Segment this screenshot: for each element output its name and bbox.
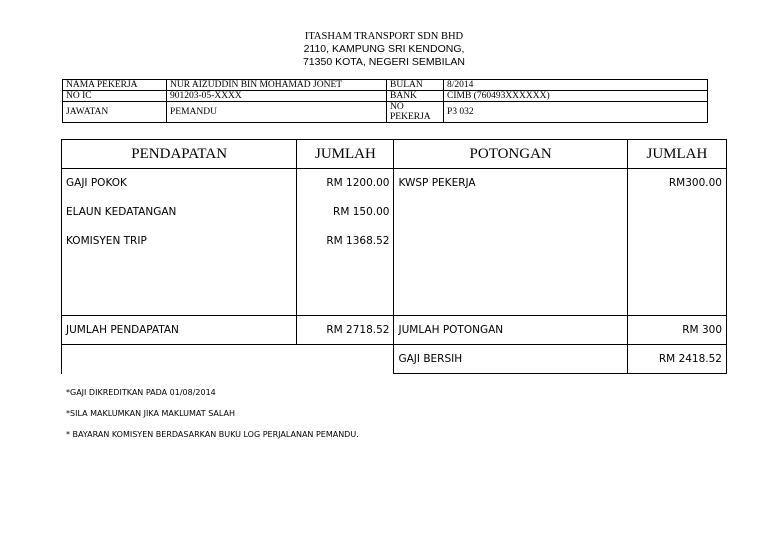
deduction-item-amount: RM300.00	[668, 177, 722, 189]
total-income-label: JUMLAH PENDAPATAN	[62, 316, 297, 345]
month-value: 8/2014	[444, 80, 708, 91]
total-income-value: RM 2718.52	[297, 316, 394, 345]
total-deduction-label: JUMLAH POTONGAN	[394, 316, 627, 345]
income-amount-header: JUMLAH	[297, 140, 394, 169]
note-line: * BAYARAN KOMISYEN BERDASARKAN BUKU LOG PERJALANAN PEMANDU.	[66, 430, 359, 439]
position-value: PEMANDU	[167, 102, 387, 123]
month-label: BULAN	[387, 80, 444, 91]
bank-value: CIMB (760493XXXXXX)	[444, 91, 708, 102]
salary-items-row	[62, 169, 727, 316]
name-value: NUR AIZUDDIN BIN MOHAMAD JONET	[167, 80, 387, 91]
salary-header-row	[62, 140, 727, 169]
total-deduction-value: RM 300	[627, 316, 726, 345]
income-item-amount: RM 150.00	[333, 206, 390, 218]
income-amounts-cell	[297, 169, 394, 316]
staff-no-label-line2: PEKERJA	[390, 112, 431, 122]
income-labels-cell	[62, 169, 297, 316]
deduction-labels-cell	[394, 169, 627, 316]
deduction-header: POTONGAN	[394, 140, 627, 169]
ic-label: NO IC	[63, 91, 167, 102]
info-row	[63, 80, 708, 91]
staff-no-label-line1: NO	[390, 102, 404, 112]
salary-totals-row	[62, 316, 727, 345]
note-line: *SILA MAKLUMKAN JIKA MAKLUMAT SALAH	[66, 409, 236, 418]
employee-info-table	[62, 79, 708, 123]
ic-value: 901203-05-XXXX	[167, 91, 387, 102]
income-item-amount: RM 1368.52	[326, 235, 390, 247]
net-salary-value: RM 2418.52	[627, 345, 726, 374]
income-item-label: GAJI POKOK	[66, 177, 127, 189]
income-item-label: KOMISYEN TRIP	[66, 235, 147, 247]
net-salary-row	[62, 345, 727, 374]
company-address-line1: 2110, KAMPUNG SRI KENDONG,	[303, 43, 465, 55]
income-header: PENDAPATAN	[62, 140, 297, 169]
position-label: JAWATAN	[63, 102, 167, 123]
income-item-amount: RM 1200.00	[326, 177, 390, 189]
deduction-amounts-cell	[627, 169, 726, 316]
net-salary-label: GAJI BERSIH	[394, 345, 627, 374]
info-row	[63, 91, 708, 102]
name-label: NAMA PEKERJA	[63, 80, 167, 91]
salary-table	[61, 139, 727, 374]
company-name: ITASHAM TRANSPORT SDN BHD	[304, 31, 464, 42]
company-header	[0, 30, 768, 69]
net-salary-spacer	[62, 345, 394, 374]
company-address-line2: 71350 KOTA, NEGERI SEMBILAN	[302, 56, 466, 68]
deduction-item-label: KWSP PEKERJA	[398, 177, 476, 189]
deduction-amount-header: JUMLAH	[627, 140, 726, 169]
staff-no-value: P3 032	[444, 102, 708, 123]
payslip-notes	[66, 387, 359, 450]
info-row	[63, 102, 708, 123]
bank-label: BANK	[387, 91, 444, 102]
staff-no-label	[387, 102, 444, 123]
income-item-label: ELAUN KEDATANGAN	[66, 206, 177, 218]
note-line: *GAJI DIKREDITKAN PADA 01/08/2014	[66, 388, 216, 397]
